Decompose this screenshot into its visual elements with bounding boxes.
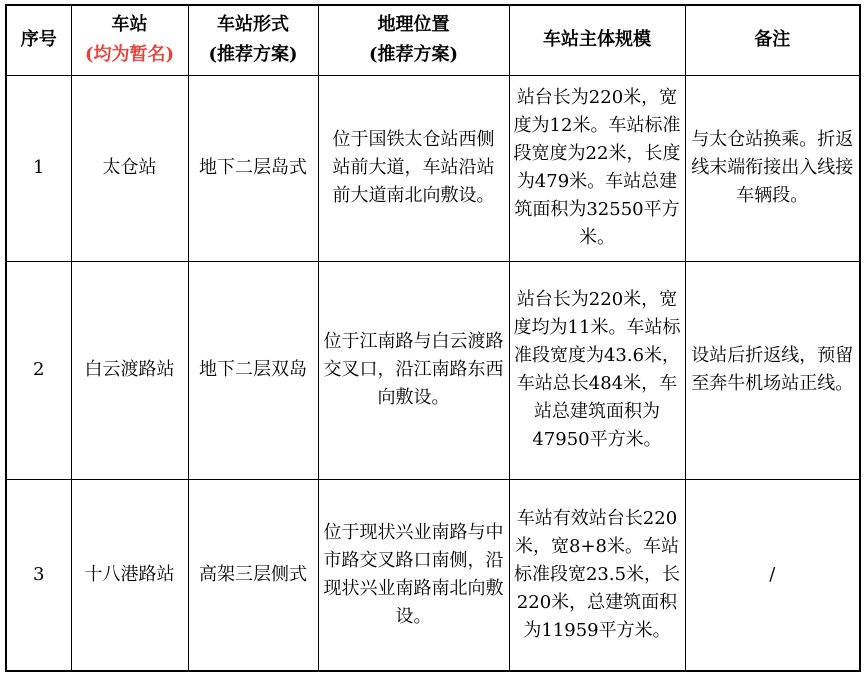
cell-station: 白云渡路站 xyxy=(71,261,188,479)
table-row xyxy=(6,75,860,261)
station-table xyxy=(5,4,861,672)
cell-index: 3 xyxy=(6,479,71,671)
cell-form: 高架三层侧式 xyxy=(188,479,318,671)
header-row xyxy=(6,5,860,75)
cell-remarks: 与太仓站换乘。折返线末端衔接出入线接车辆段。 xyxy=(685,75,860,261)
header-location-note: (推荐方案) xyxy=(368,44,459,66)
cell-remarks: / xyxy=(685,479,860,671)
cell-station: 太仓站 xyxy=(71,75,188,261)
header-form xyxy=(188,5,318,75)
header-station xyxy=(71,5,188,75)
cell-scale: 车站有效站台长220米，宽8+8米。车站标准段宽23.5米，长220米，总建筑面积为11959平方米。 xyxy=(509,479,685,671)
cell-location: 位于国铁太仓站西侧站前大道，车站沿站前大道南北向敷设。 xyxy=(318,75,509,261)
header-scale: 车站主体规模 xyxy=(509,5,685,75)
header-location xyxy=(318,5,509,75)
table-row xyxy=(6,261,860,479)
cell-station: 十八港路站 xyxy=(71,479,188,671)
header-form-note: (推荐方案) xyxy=(208,44,298,66)
header-station-note: (均为暂名) xyxy=(84,44,175,66)
cell-form: 地下二层岛式 xyxy=(188,75,318,261)
cell-scale: 站台长为220米，宽度为12米。车站标准段宽度为22米，长度为479米。车站总建筑面积为32550平方米。 xyxy=(509,75,685,261)
cell-location: 位于江南路与白云渡路交叉口，沿江南路东西向敷设。 xyxy=(318,261,509,479)
header-remarks: 备注 xyxy=(685,5,860,75)
cell-index: 2 xyxy=(6,261,71,479)
cell-remarks: 设站后折返线，预留至奔牛机场站正线。 xyxy=(685,261,860,479)
table-row xyxy=(6,479,860,671)
header-station-label: 车站 xyxy=(111,14,148,36)
header-form-label: 车站形式 xyxy=(217,14,289,36)
cell-index: 1 xyxy=(6,75,71,261)
header-index: 序号 xyxy=(6,5,71,75)
cell-location: 位于现状兴业南路与中市路交叉路口南侧，沿现状兴业南路南北向敷设。 xyxy=(318,479,509,671)
cell-form: 地下二层双岛 xyxy=(188,261,318,479)
cell-scale: 站台长为220米，宽度均为11米。车站标准段宽度为43.6米，车站总长484米，车站总建筑面积为47950平方米。 xyxy=(509,261,685,479)
header-location-label: 地理位置 xyxy=(377,14,450,36)
